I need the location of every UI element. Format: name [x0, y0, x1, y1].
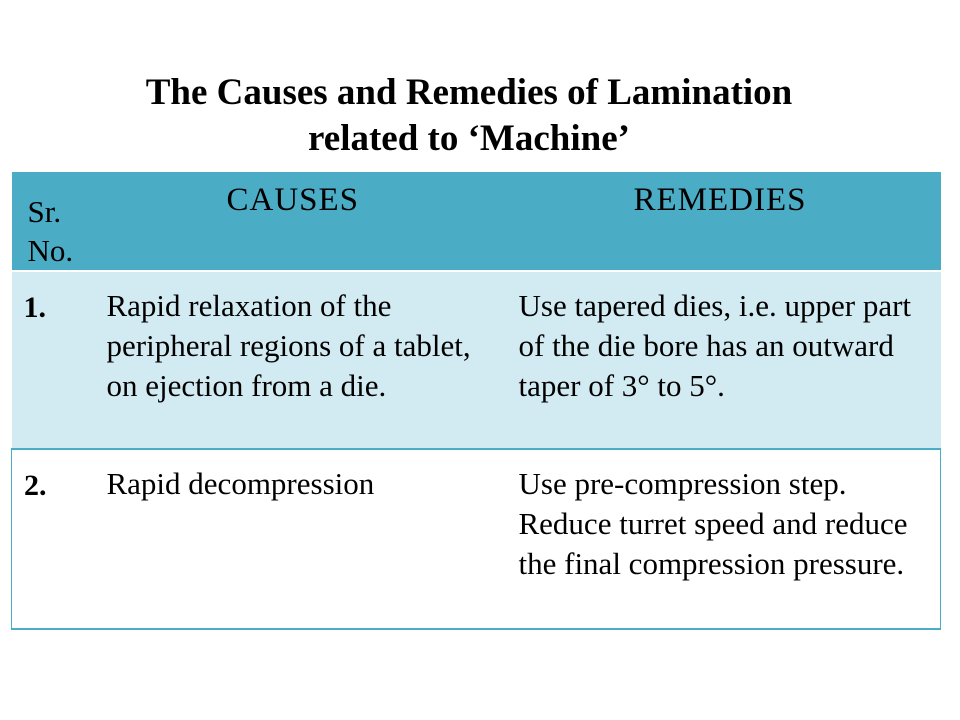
page-title-line-1: The Causes and Remedies of Lamination: [145, 72, 793, 113]
header-srno-line-1: Sr.: [27, 194, 62, 229]
table-header-row: [12, 171, 941, 271]
row-cause: Rapid decompression: [107, 449, 519, 629]
header-srno-line-2: No.: [27, 233, 74, 268]
table-row: [12, 449, 941, 629]
lamination-table: [11, 170, 941, 630]
header-causes: CAUSES: [107, 171, 519, 271]
header-remedies: REMEDIES: [519, 171, 941, 271]
table-body: [12, 271, 941, 629]
row-cause: Rapid relaxation of the peripheral regions of a tablet, on ejection from a die.: [107, 271, 519, 449]
page-title-line-2: related to ‘Machine’: [308, 118, 630, 159]
header-srno: [12, 171, 107, 271]
row-remedy: Use pre-compression step. Reduce turret speed and reduce the final compression pressure.: [519, 449, 941, 629]
table-row: [12, 271, 941, 449]
table-header: [12, 171, 941, 271]
row-srno: 1.: [12, 271, 107, 449]
row-srno: 2.: [12, 449, 107, 629]
row-remedy: Use tapered dies, i.e. upper part of the die bore has an outward taper of 3° to 5°.: [519, 271, 941, 449]
page-title: [0, 70, 938, 162]
